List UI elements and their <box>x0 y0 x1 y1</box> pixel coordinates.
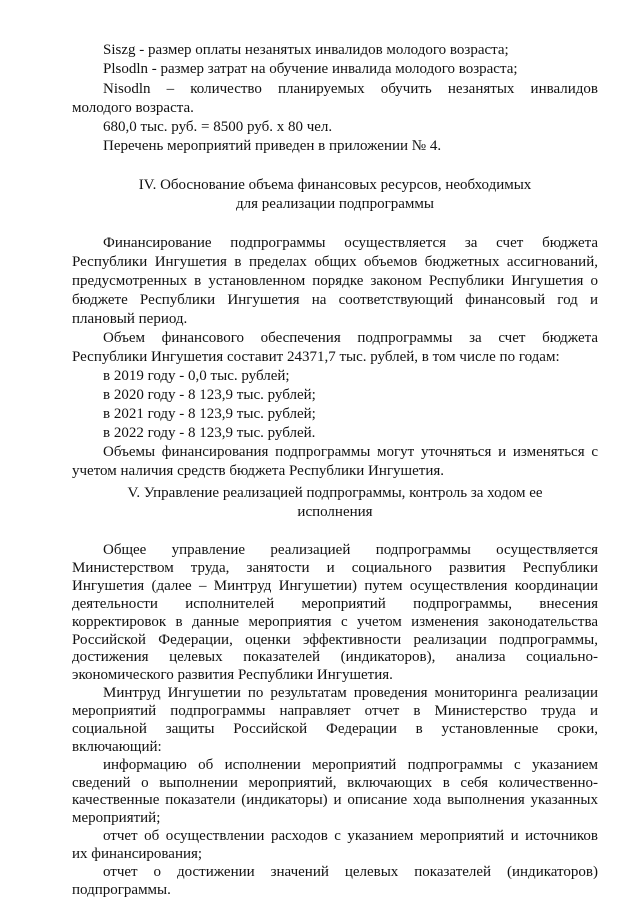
section5-p3-line: информацию об исполнении мероприятий подпрограммы с указанием <box>103 756 598 773</box>
intro-line-nisodln-cont: молодого возраста. <box>72 100 194 116</box>
section5-p3-line: мероприятий; <box>72 810 161 827</box>
section5-p2-line: включающий: <box>72 738 162 755</box>
funding-year-2022: в 2022 году - 8 123,9 тыс. рублей. <box>103 425 316 441</box>
section5-p5-line: подпрограммы. <box>72 881 171 898</box>
section5-heading-line2: исполнения <box>297 504 373 520</box>
section5-p1-line: экономического развития Республики Ингушетия. <box>72 667 393 684</box>
section5-p1-line: Российской Федерации, оценки эффективности реализации подпрограммы, <box>72 631 598 648</box>
intro-appendix: Перечень мероприятий приведен в приложении № 4. <box>103 138 442 154</box>
funding-year-2021: в 2021 году - 8 123,9 тыс. рублей; <box>103 406 316 422</box>
section4-p3-line: учетом наличия средств бюджета Республики Ингушетия. <box>72 463 444 479</box>
section5-p1-line: Министерством труда, занятости и социального развития Республики <box>72 559 598 576</box>
section5-p1-line: достижения целевых показателей (индикаторов), анализа социально- <box>72 649 598 666</box>
section4-p2-line: Объем финансового обеспечения подпрограммы за счет бюджета <box>103 330 598 346</box>
section5-p2-line: мероприятий подпрограммы направляет отчет в Министерство труда и <box>72 702 598 719</box>
section4-p1-line: плановый период. <box>72 311 188 327</box>
section4-p1-line: Финансирование подпрограммы осуществляется за счет бюджета <box>103 235 598 251</box>
section5-p1-line: деятельности исполнителей мероприятий подпрограммы, внесения <box>72 595 598 612</box>
funding-year-2020: в 2020 году - 8 123,9 тыс. рублей; <box>103 387 316 403</box>
section5-p1-line: Общее управление реализацией подпрограммы осуществляется <box>103 542 598 558</box>
section5-p4-line: их финансирования; <box>72 846 203 863</box>
intro-calc: 680,0 тыс. руб. = 8500 руб. х 80 чел. <box>103 119 333 135</box>
section4-p1-line: Республики Ингушетия в пределах общих объемов бюджетных ассигнований, <box>72 254 598 270</box>
section5-p4-line: отчет об осуществлении расходов с указанием мероприятий и источников <box>103 828 598 845</box>
section4-p1-line: бюджете Республики Ингушетия на соответствующий финансовый год и <box>72 292 598 308</box>
section4-p3-line: Объемы финансирования подпрограммы могут уточняться и изменяться с <box>103 444 598 460</box>
section5-heading-line1: V. Управление реализацией подпрограммы, контроль за ходом ее <box>127 485 543 501</box>
section5-p2-line: Минтруд Ингушетии по результатам проведения мониторинга реализации <box>103 685 598 701</box>
section5-p3-line: сведений о выполнении мероприятий, включающих в себя количественно- <box>72 774 598 791</box>
section5-p1-line: Ингушетия (далее – Минтруд Ингушетии) путем осуществления координации <box>72 577 598 594</box>
section5-p2-line: социальной защиты Российской Федерации в установленные сроки, <box>72 720 598 737</box>
section4-heading-line1: IV. Обоснование объема финансовых ресурсов, необходимых <box>138 177 532 193</box>
intro-line-nisodln: Nisodln – количество планируемых обучить незанятых инвалидов <box>103 81 598 97</box>
section5-p1-line: корректировок в данные мероприятия с учетом изменения законодательства <box>72 613 598 630</box>
section5-p3-line: качественные показатели (индикаторы) и описание хода выполнения указанных <box>72 792 598 809</box>
section4-p2-line: Республики Ингушетия составит 24371,7 тыс. рублей, в том числе по годам: <box>72 349 560 365</box>
section4-p1-line: предусмотренных в установленном порядке законом Республики Ингушетия о <box>72 273 598 289</box>
section4-heading-line2: для реализации подпрограммы <box>236 196 434 212</box>
funding-year-2019: в 2019 году - 0,0 тыс. рублей; <box>103 368 290 384</box>
intro-line-plsodln: Plsodln - размер затрат на обучение инвалида молодого возраста; <box>103 61 518 77</box>
intro-line-siszg: Siszg - размер оплаты незанятых инвалидов молодого возраста; <box>103 42 509 58</box>
section5-p5-line: отчет о достижении значений целевых показателей (индикаторов) <box>103 864 598 880</box>
